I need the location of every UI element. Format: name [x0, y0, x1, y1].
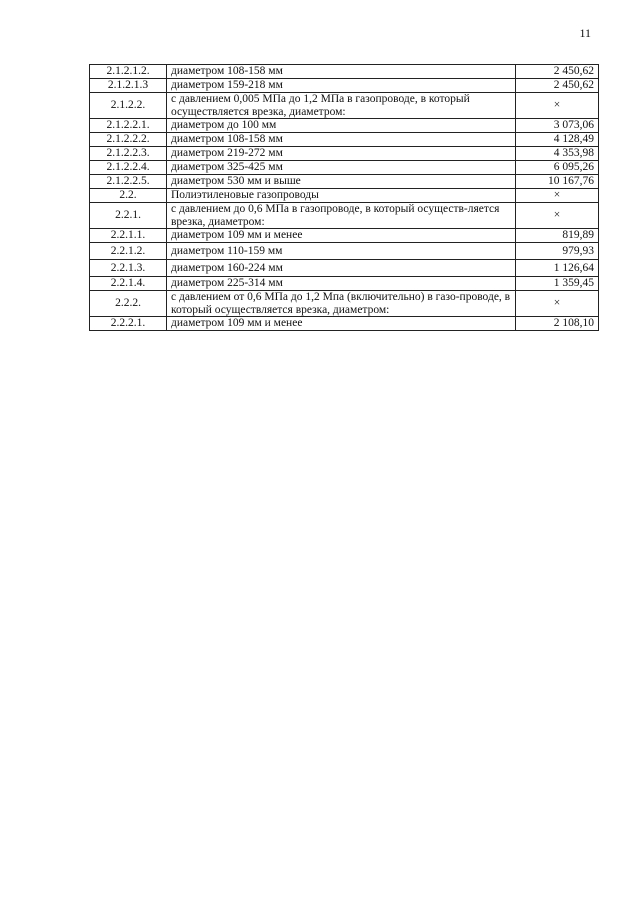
row-name: с давлением от 0,6 МПа до 1,2 Мпа (включительно) в газо-проводе, в который осуществляется врезка, диаметром:: [167, 291, 516, 317]
row-code: 2.2.1.4.: [90, 277, 167, 291]
table-row: [90, 277, 599, 291]
row-code: 2.2.1.1.: [90, 229, 167, 243]
row-code: 2.1.2.2.4.: [90, 161, 167, 175]
table-row: [90, 175, 599, 189]
row-value: 819,89: [516, 229, 599, 243]
row-value: 4 128,49: [516, 133, 599, 147]
row-value-not-applicable: ×: [516, 291, 599, 317]
tariff-table: [89, 64, 599, 331]
table-row: [90, 189, 599, 203]
row-value: 979,93: [516, 243, 599, 260]
row-code: 2.1.2.2.3.: [90, 147, 167, 161]
row-name: диаметром 160-224 мм: [167, 260, 516, 277]
row-code: 2.1.2.1.3: [90, 79, 167, 93]
table-row: [90, 260, 599, 277]
row-name: диаметром 159-218 мм: [167, 79, 516, 93]
row-name: диаметром 219-272 мм: [167, 147, 516, 161]
row-value: 1 359,45: [516, 277, 599, 291]
row-value: 2 450,62: [516, 79, 599, 93]
row-name: диаметром 108-158 мм: [167, 133, 516, 147]
row-value-not-applicable: ×: [516, 93, 599, 119]
row-code: 2.2.2.1.: [90, 317, 167, 331]
row-value: 2 450,62: [516, 65, 599, 79]
row-name: диаметром 108-158 мм: [167, 65, 516, 79]
row-code: 2.1.2.1.2.: [90, 65, 167, 79]
table-row: [90, 291, 599, 317]
row-name: с давлением до 0,6 МПа в газопроводе, в который осуществ-ляется врезка, диаметром:: [167, 203, 516, 229]
row-code: 2.2.: [90, 189, 167, 203]
row-value: 6 095,26: [516, 161, 599, 175]
table-row: [90, 65, 599, 79]
row-name: диаметром до 100 мм: [167, 119, 516, 133]
row-value-not-applicable: ×: [516, 203, 599, 229]
table-row: [90, 203, 599, 229]
row-code: 2.1.2.2.5.: [90, 175, 167, 189]
row-value: 3 073,06: [516, 119, 599, 133]
table-row: [90, 119, 599, 133]
table-row: [90, 243, 599, 260]
row-name: Полиэтиленовые газопроводы: [167, 189, 516, 203]
row-code: 2.1.2.2.2.: [90, 133, 167, 147]
row-name: диаметром 109 мм и менее: [167, 317, 516, 331]
row-value: 10 167,76: [516, 175, 599, 189]
table-row: [90, 161, 599, 175]
row-value: 2 108,10: [516, 317, 599, 331]
row-name: диаметром 109 мм и менее: [167, 229, 516, 243]
row-name: диаметром 225-314 мм: [167, 277, 516, 291]
row-code: 2.2.1.: [90, 203, 167, 229]
table-row: [90, 79, 599, 93]
table-row: [90, 147, 599, 161]
table-row: [90, 317, 599, 331]
row-value: 4 353,98: [516, 147, 599, 161]
row-name: диаметром 110-159 мм: [167, 243, 516, 260]
row-name: диаметром 530 мм и выше: [167, 175, 516, 189]
table-row: [90, 93, 599, 119]
row-value-not-applicable: ×: [516, 189, 599, 203]
table-row: [90, 133, 599, 147]
row-code: 2.1.2.2.1.: [90, 119, 167, 133]
page-number: 11: [579, 26, 591, 40]
row-code: 2.2.1.2.: [90, 243, 167, 260]
row-code: 2.1.2.2.: [90, 93, 167, 119]
row-name: диаметром 325-425 мм: [167, 161, 516, 175]
table-row: [90, 229, 599, 243]
row-code: 2.2.1.3.: [90, 260, 167, 277]
row-value: 1 126,64: [516, 260, 599, 277]
row-name: с давлением 0,005 МПа до 1,2 МПа в газопроводе, в который осуществляется врезка, диаметром:: [167, 93, 516, 119]
row-code: 2.2.2.: [90, 291, 167, 317]
